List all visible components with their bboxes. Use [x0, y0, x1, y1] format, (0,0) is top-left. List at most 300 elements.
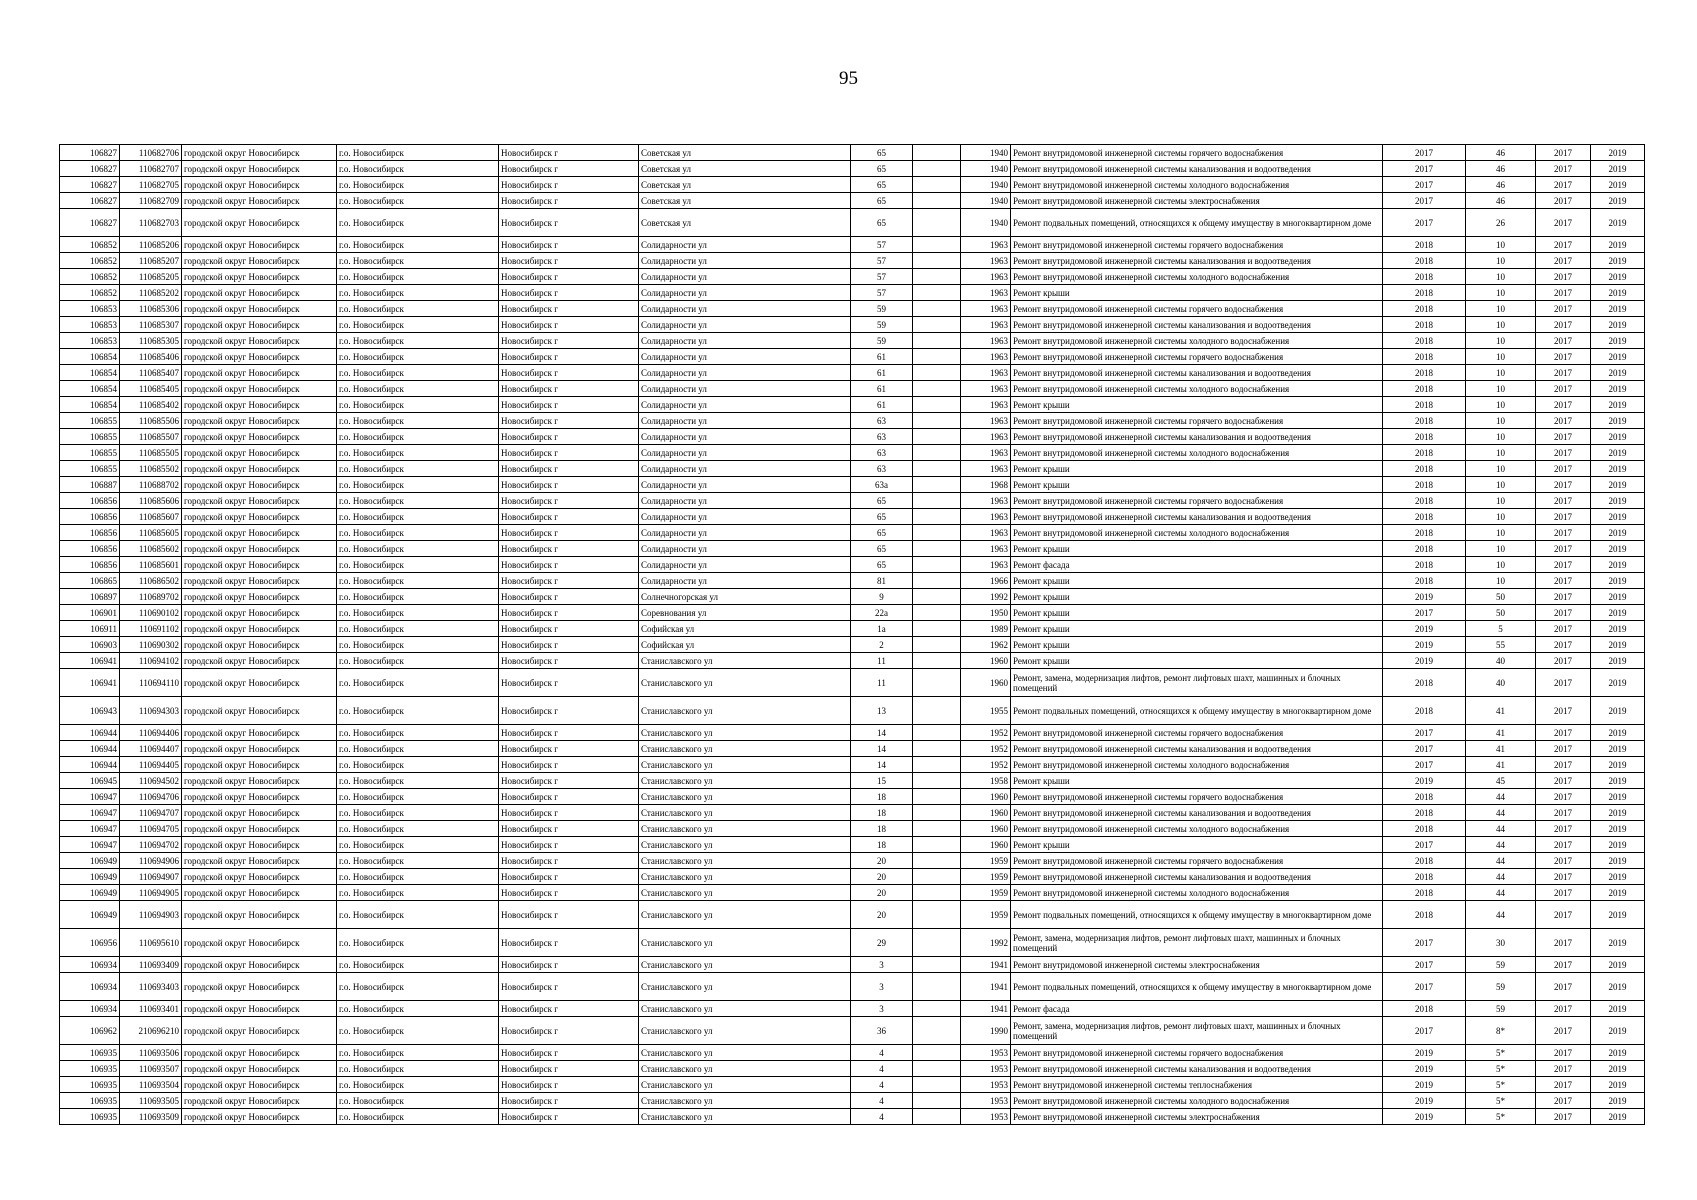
cell-object-id: 110685305 — [120, 333, 182, 349]
cell-object-id: 110685507 — [120, 429, 182, 445]
cell-city: Новосибирск г — [499, 333, 639, 349]
cell-settlement: г.о. Новосибирск — [337, 605, 499, 621]
cell-building — [913, 869, 961, 885]
cell-house-id: 106887 — [60, 477, 120, 493]
cell-house-id: 106852 — [60, 253, 120, 269]
cell-work-type: Ремонт внутридомовой инженерной системы горячего водоснабжения — [1011, 853, 1383, 869]
table-row — [60, 193, 1645, 209]
cell-work-type: Ремонт крыши — [1011, 621, 1383, 637]
cell-house-id: 106935 — [60, 1061, 120, 1077]
cell-house-number: 65 — [851, 509, 913, 525]
cell-municipal-district: городской округ Новосибирск — [182, 445, 337, 461]
cell-street: Станиславского ул — [639, 653, 851, 669]
cell-house-id: 106855 — [60, 413, 120, 429]
cell-year-built: 1963 — [961, 253, 1011, 269]
cell-city: Новосибирск г — [499, 637, 639, 653]
cell-house-number: 65 — [851, 557, 913, 573]
cell-work-type: Ремонт подвальных помещений, относящихся к общему имуществу в многоквартирном доме — [1011, 901, 1383, 929]
cell-municipal-district: городской округ Новосибирск — [182, 789, 337, 805]
cell-city: Новосибирск г — [499, 885, 639, 901]
cell-street: Станиславского ул — [639, 869, 851, 885]
cell-municipal-district: городской округ Новосибирск — [182, 1045, 337, 1061]
cell-period-end: 2019 — [1591, 901, 1645, 929]
cell-building — [913, 697, 961, 725]
cell-work-type: Ремонт крыши — [1011, 653, 1383, 669]
cell-plan-year: 2017 — [1383, 177, 1466, 193]
cell-period-end: 2019 — [1591, 853, 1645, 869]
cell-period-end: 2019 — [1591, 161, 1645, 177]
cell-street: Станиславского ул — [639, 1077, 851, 1093]
cell-period-start: 2017 — [1536, 301, 1591, 317]
cell-period-start: 2017 — [1536, 805, 1591, 821]
cell-house-number: 57 — [851, 253, 913, 269]
table-row — [60, 333, 1645, 349]
cell-year-built: 1963 — [961, 301, 1011, 317]
cell-street: Солидарности ул — [639, 525, 851, 541]
table-row — [60, 741, 1645, 757]
cell-municipal-district: городской округ Новосибирск — [182, 557, 337, 573]
cell-period-end: 2019 — [1591, 349, 1645, 365]
cell-building — [913, 145, 961, 161]
cell-period-end: 2019 — [1591, 789, 1645, 805]
cell-municipal-district: городской округ Новосибирск — [182, 973, 337, 1001]
cell-street: Станиславского ул — [639, 697, 851, 725]
cell-street: Солидарности ул — [639, 509, 851, 525]
cell-house-number: 4 — [851, 1093, 913, 1109]
cell-work-type: Ремонт крыши — [1011, 477, 1383, 493]
cell-street: Солидарности ул — [639, 301, 851, 317]
cell-street: Станиславского ул — [639, 901, 851, 929]
cell-period-end: 2019 — [1591, 669, 1645, 697]
cell-object-id: 110694102 — [120, 653, 182, 669]
cell-period-start: 2017 — [1536, 957, 1591, 973]
cell-period-start: 2017 — [1536, 461, 1591, 477]
cell-house-id: 106852 — [60, 285, 120, 301]
cell-street: Солидарности ул — [639, 381, 851, 397]
cell-building — [913, 285, 961, 301]
cell-period-start: 2017 — [1536, 589, 1591, 605]
cell-plan-year: 2018 — [1383, 317, 1466, 333]
cell-amount: 5* — [1466, 1109, 1536, 1125]
cell-building — [913, 177, 961, 193]
cell-street: Солидарности ул — [639, 285, 851, 301]
cell-year-built: 1953 — [961, 1093, 1011, 1109]
cell-municipal-district: городской округ Новосибирск — [182, 269, 337, 285]
cell-house-id: 106944 — [60, 741, 120, 757]
cell-object-id: 110690302 — [120, 637, 182, 653]
cell-settlement: г.о. Новосибирск — [337, 757, 499, 773]
table-row — [60, 1001, 1645, 1017]
cell-settlement: г.о. Новосибирск — [337, 589, 499, 605]
cell-amount: 10 — [1466, 269, 1536, 285]
table-row — [60, 349, 1645, 365]
cell-municipal-district: городской округ Новосибирск — [182, 1077, 337, 1093]
cell-work-type: Ремонт внутридомовой инженерной системы горячего водоснабжения — [1011, 145, 1383, 161]
cell-year-built: 1953 — [961, 1077, 1011, 1093]
cell-house-id: 106827 — [60, 145, 120, 161]
cell-object-id: 110693504 — [120, 1077, 182, 1093]
cell-house-id: 106903 — [60, 637, 120, 653]
cell-object-id: 110688702 — [120, 477, 182, 493]
cell-building — [913, 237, 961, 253]
cell-year-built: 1963 — [961, 413, 1011, 429]
cell-settlement: г.о. Новосибирск — [337, 869, 499, 885]
cell-municipal-district: городской округ Новосибирск — [182, 757, 337, 773]
cell-settlement: г.о. Новосибирск — [337, 541, 499, 557]
cell-period-start: 2017 — [1536, 573, 1591, 589]
cell-amount: 55 — [1466, 637, 1536, 653]
cell-period-start: 2017 — [1536, 509, 1591, 525]
cell-object-id: 110694303 — [120, 697, 182, 725]
cell-building — [913, 209, 961, 237]
cell-period-end: 2019 — [1591, 1093, 1645, 1109]
cell-house-number: 57 — [851, 285, 913, 301]
cell-year-built: 1953 — [961, 1061, 1011, 1077]
cell-building — [913, 301, 961, 317]
cell-year-built: 1963 — [961, 429, 1011, 445]
cell-settlement: г.о. Новосибирск — [337, 429, 499, 445]
cell-city: Новосибирск г — [499, 1001, 639, 1017]
cell-work-type: Ремонт, замена, модернизация лифтов, ремонт лифтовых шахт, машинных и блочных помещений — [1011, 1017, 1383, 1045]
cell-house-id: 106911 — [60, 621, 120, 637]
cell-street: Станиславского ул — [639, 853, 851, 869]
cell-period-end: 2019 — [1591, 957, 1645, 973]
cell-plan-year: 2018 — [1383, 477, 1466, 493]
cell-object-id: 110694907 — [120, 869, 182, 885]
cell-plan-year: 2018 — [1383, 413, 1466, 429]
cell-period-start: 2017 — [1536, 1017, 1591, 1045]
cell-street: Станиславского ул — [639, 725, 851, 741]
cell-period-end: 2019 — [1591, 697, 1645, 725]
cell-house-number: 4 — [851, 1077, 913, 1093]
cell-house-id: 106941 — [60, 669, 120, 697]
cell-period-end: 2019 — [1591, 653, 1645, 669]
cell-amount: 10 — [1466, 333, 1536, 349]
cell-municipal-district: городской округ Новосибирск — [182, 901, 337, 929]
cell-city: Новосибирск г — [499, 381, 639, 397]
cell-object-id: 110685306 — [120, 301, 182, 317]
cell-amount: 30 — [1466, 929, 1536, 957]
cell-house-number: 61 — [851, 397, 913, 413]
cell-building — [913, 605, 961, 621]
cell-house-number: 57 — [851, 237, 913, 253]
cell-year-built: 1952 — [961, 725, 1011, 741]
cell-settlement: г.о. Новосибирск — [337, 237, 499, 253]
cell-amount: 10 — [1466, 285, 1536, 301]
table-row — [60, 413, 1645, 429]
cell-year-built: 1940 — [961, 193, 1011, 209]
cell-period-end: 2019 — [1591, 317, 1645, 333]
cell-municipal-district: городской округ Новосибирск — [182, 725, 337, 741]
cell-plan-year: 2017 — [1383, 209, 1466, 237]
cell-object-id: 110685602 — [120, 541, 182, 557]
cell-amount: 8* — [1466, 1017, 1536, 1045]
cell-city: Новосибирск г — [499, 365, 639, 381]
cell-object-id: 110694705 — [120, 821, 182, 837]
table-row — [60, 725, 1645, 741]
cell-plan-year: 2018 — [1383, 697, 1466, 725]
cell-work-type: Ремонт внутридомовой инженерной системы канализования и водоотведения — [1011, 1061, 1383, 1077]
cell-municipal-district: городской округ Новосибирск — [182, 669, 337, 697]
cell-amount: 44 — [1466, 821, 1536, 837]
cell-amount: 41 — [1466, 725, 1536, 741]
cell-house-number: 63а — [851, 477, 913, 493]
cell-period-start: 2017 — [1536, 901, 1591, 929]
cell-settlement: г.о. Новосибирск — [337, 301, 499, 317]
cell-work-type: Ремонт внутридомовой инженерной системы канализования и водоотведения — [1011, 509, 1383, 525]
cell-municipal-district: городской округ Новосибирск — [182, 957, 337, 973]
cell-city: Новосибирск г — [499, 285, 639, 301]
cell-amount: 44 — [1466, 885, 1536, 901]
cell-street: Солидарности ул — [639, 557, 851, 573]
cell-amount: 10 — [1466, 477, 1536, 493]
cell-amount: 10 — [1466, 317, 1536, 333]
cell-plan-year: 2018 — [1383, 541, 1466, 557]
cell-city: Новосибирск г — [499, 253, 639, 269]
cell-house-number: 61 — [851, 365, 913, 381]
cell-house-number: 20 — [851, 885, 913, 901]
cell-street: Солнечногорская ул — [639, 589, 851, 605]
cell-building — [913, 1093, 961, 1109]
cell-object-id: 110685307 — [120, 317, 182, 333]
cell-street: Станиславского ул — [639, 1061, 851, 1077]
cell-period-end: 2019 — [1591, 333, 1645, 349]
cell-building — [913, 637, 961, 653]
cell-house-number: 14 — [851, 725, 913, 741]
cell-object-id: 110686502 — [120, 573, 182, 589]
cell-house-id: 106856 — [60, 509, 120, 525]
cell-house-number: 63 — [851, 429, 913, 445]
cell-work-type: Ремонт крыши — [1011, 573, 1383, 589]
cell-year-built: 1941 — [961, 973, 1011, 1001]
cell-street: Солидарности ул — [639, 413, 851, 429]
cell-plan-year: 2017 — [1383, 1017, 1466, 1045]
cell-period-start: 2017 — [1536, 697, 1591, 725]
cell-house-number: 59 — [851, 333, 913, 349]
cell-object-id: 110682705 — [120, 177, 182, 193]
cell-amount: 40 — [1466, 653, 1536, 669]
cell-work-type: Ремонт фасада — [1011, 1001, 1383, 1017]
cell-city: Новосибирск г — [499, 301, 639, 317]
cell-house-id: 106854 — [60, 397, 120, 413]
cell-amount: 10 — [1466, 573, 1536, 589]
cell-plan-year: 2018 — [1383, 557, 1466, 573]
cell-period-start: 2017 — [1536, 885, 1591, 901]
cell-house-number: 2 — [851, 637, 913, 653]
cell-house-id: 106827 — [60, 209, 120, 237]
cell-period-start: 2017 — [1536, 253, 1591, 269]
cell-house-number: 13 — [851, 697, 913, 725]
cell-year-built: 1941 — [961, 1001, 1011, 1017]
cell-work-type: Ремонт внутридомовой инженерной системы горячего водоснабжения — [1011, 237, 1383, 253]
cell-year-built: 1963 — [961, 541, 1011, 557]
cell-house-id: 106935 — [60, 1045, 120, 1061]
cell-work-type: Ремонт внутридомовой инженерной системы канализования и водоотведения — [1011, 365, 1383, 381]
cell-city: Новосибирск г — [499, 429, 639, 445]
cell-settlement: г.о. Новосибирск — [337, 349, 499, 365]
table-row — [60, 837, 1645, 853]
cell-city: Новосибирск г — [499, 397, 639, 413]
cell-amount: 10 — [1466, 557, 1536, 573]
cell-plan-year: 2018 — [1383, 397, 1466, 413]
table-row — [60, 773, 1645, 789]
cell-year-built: 1992 — [961, 589, 1011, 605]
cell-plan-year: 2018 — [1383, 253, 1466, 269]
cell-period-end: 2019 — [1591, 477, 1645, 493]
cell-period-start: 2017 — [1536, 381, 1591, 397]
cell-plan-year: 2019 — [1383, 1045, 1466, 1061]
cell-settlement: г.о. Новосибирск — [337, 177, 499, 193]
cell-period-start: 2017 — [1536, 621, 1591, 637]
cell-city: Новосибирск г — [499, 145, 639, 161]
cell-house-id: 106949 — [60, 885, 120, 901]
cell-house-id: 106935 — [60, 1109, 120, 1125]
cell-work-type: Ремонт внутридомовой инженерной системы горячего водоснабжения — [1011, 493, 1383, 509]
cell-municipal-district: городской округ Новосибирск — [182, 1001, 337, 1017]
cell-street: Софийская ул — [639, 637, 851, 653]
table-row — [60, 1061, 1645, 1077]
cell-object-id: 110694406 — [120, 725, 182, 741]
table-row — [60, 525, 1645, 541]
cell-settlement: г.о. Новосибирск — [337, 653, 499, 669]
cell-house-number: 65 — [851, 193, 913, 209]
cell-amount: 40 — [1466, 669, 1536, 697]
cell-settlement: г.о. Новосибирск — [337, 805, 499, 821]
cell-year-built: 1940 — [961, 209, 1011, 237]
cell-building — [913, 957, 961, 973]
cell-period-start: 2017 — [1536, 1001, 1591, 1017]
cell-work-type: Ремонт фасада — [1011, 557, 1383, 573]
cell-work-type: Ремонт внутридомовой инженерной системы холодного водоснабжения — [1011, 821, 1383, 837]
cell-period-end: 2019 — [1591, 285, 1645, 301]
cell-settlement: г.о. Новосибирск — [337, 853, 499, 869]
cell-house-number: 61 — [851, 349, 913, 365]
cell-settlement: г.о. Новосибирск — [337, 381, 499, 397]
cell-municipal-district: городской округ Новосибирск — [182, 637, 337, 653]
cell-object-id: 210696210 — [120, 1017, 182, 1045]
cell-work-type: Ремонт внутридомовой инженерной системы холодного водоснабжения — [1011, 445, 1383, 461]
table-row — [60, 301, 1645, 317]
cell-municipal-district: городской округ Новосибирск — [182, 253, 337, 269]
cell-street: Солидарности ул — [639, 397, 851, 413]
cell-settlement: г.о. Новосибирск — [337, 525, 499, 541]
cell-building — [913, 805, 961, 821]
cell-work-type: Ремонт внутридомовой инженерной системы горячего водоснабжения — [1011, 789, 1383, 805]
cell-building — [913, 757, 961, 773]
cell-year-built: 1992 — [961, 929, 1011, 957]
cell-period-start: 2017 — [1536, 365, 1591, 381]
cell-city: Новосибирск г — [499, 525, 639, 541]
cell-municipal-district: городской округ Новосибирск — [182, 773, 337, 789]
cell-plan-year: 2018 — [1383, 349, 1466, 365]
cell-street: Станиславского ул — [639, 821, 851, 837]
cell-house-number: 3 — [851, 973, 913, 1001]
cell-object-id: 110685606 — [120, 493, 182, 509]
cell-plan-year: 2019 — [1383, 589, 1466, 605]
cell-plan-year: 2017 — [1383, 145, 1466, 161]
cell-work-type: Ремонт внутридомовой инженерной системы электроснабжения — [1011, 957, 1383, 973]
cell-street: Станиславского ул — [639, 929, 851, 957]
cell-house-id: 106901 — [60, 605, 120, 621]
cell-house-number: 65 — [851, 161, 913, 177]
cell-plan-year: 2018 — [1383, 821, 1466, 837]
cell-municipal-district: городской округ Новосибирск — [182, 805, 337, 821]
table-row — [60, 253, 1645, 269]
cell-period-end: 2019 — [1591, 253, 1645, 269]
cell-period-start: 2017 — [1536, 317, 1591, 333]
cell-period-start: 2017 — [1536, 541, 1591, 557]
cell-period-end: 2019 — [1591, 381, 1645, 397]
cell-building — [913, 429, 961, 445]
cell-street: Станиславского ул — [639, 1093, 851, 1109]
cell-plan-year: 2019 — [1383, 1093, 1466, 1109]
cell-plan-year: 2019 — [1383, 637, 1466, 653]
cell-object-id: 110694407 — [120, 741, 182, 757]
cell-year-built: 1963 — [961, 461, 1011, 477]
cell-year-built: 1953 — [961, 1045, 1011, 1061]
cell-period-end: 2019 — [1591, 741, 1645, 757]
cell-amount: 10 — [1466, 349, 1536, 365]
cell-building — [913, 509, 961, 525]
cell-street: Советская ул — [639, 193, 851, 209]
cell-object-id: 110693509 — [120, 1109, 182, 1125]
cell-house-id: 106854 — [60, 381, 120, 397]
cell-amount: 10 — [1466, 509, 1536, 525]
cell-house-id: 106943 — [60, 697, 120, 725]
cell-period-start: 2017 — [1536, 269, 1591, 285]
cell-house-number: 63 — [851, 445, 913, 461]
cell-house-id: 106856 — [60, 493, 120, 509]
cell-settlement: г.о. Новосибирск — [337, 697, 499, 725]
cell-year-built: 1950 — [961, 605, 1011, 621]
cell-house-id: 106947 — [60, 837, 120, 853]
cell-municipal-district: городской округ Новосибирск — [182, 525, 337, 541]
cell-municipal-district: городской округ Новосибирск — [182, 193, 337, 209]
cell-building — [913, 413, 961, 429]
cell-work-type: Ремонт внутридомовой инженерной системы холодного водоснабжения — [1011, 381, 1383, 397]
cell-municipal-district: городской округ Новосибирск — [182, 301, 337, 317]
cell-period-start: 2017 — [1536, 605, 1591, 621]
cell-period-start: 2017 — [1536, 929, 1591, 957]
cell-house-id: 106856 — [60, 557, 120, 573]
cell-period-start: 2017 — [1536, 757, 1591, 773]
cell-municipal-district: городской округ Новосибирск — [182, 285, 337, 301]
cell-year-built: 1940 — [961, 161, 1011, 177]
cell-plan-year: 2017 — [1383, 837, 1466, 853]
table-row — [60, 397, 1645, 413]
cell-house-id: 106941 — [60, 653, 120, 669]
cell-municipal-district: городской округ Новосибирск — [182, 145, 337, 161]
cell-house-number: 3 — [851, 1001, 913, 1017]
cell-period-start: 2017 — [1536, 837, 1591, 853]
cell-work-type: Ремонт внутридомовой инженерной системы холодного водоснабжения — [1011, 333, 1383, 349]
cell-plan-year: 2019 — [1383, 1077, 1466, 1093]
cell-year-built: 1989 — [961, 621, 1011, 637]
cell-house-number: 14 — [851, 741, 913, 757]
cell-plan-year: 2017 — [1383, 605, 1466, 621]
cell-period-end: 2019 — [1591, 1109, 1645, 1125]
cell-house-id: 106827 — [60, 177, 120, 193]
cell-object-id: 110685601 — [120, 557, 182, 573]
cell-municipal-district: городской округ Новосибирск — [182, 1093, 337, 1109]
cell-house-id: 106856 — [60, 541, 120, 557]
cell-period-start: 2017 — [1536, 869, 1591, 885]
cell-year-built: 1960 — [961, 837, 1011, 853]
cell-year-built: 1963 — [961, 317, 1011, 333]
cell-house-id: 106949 — [60, 901, 120, 929]
cell-house-id: 106947 — [60, 821, 120, 837]
cell-settlement: г.о. Новосибирск — [337, 957, 499, 973]
